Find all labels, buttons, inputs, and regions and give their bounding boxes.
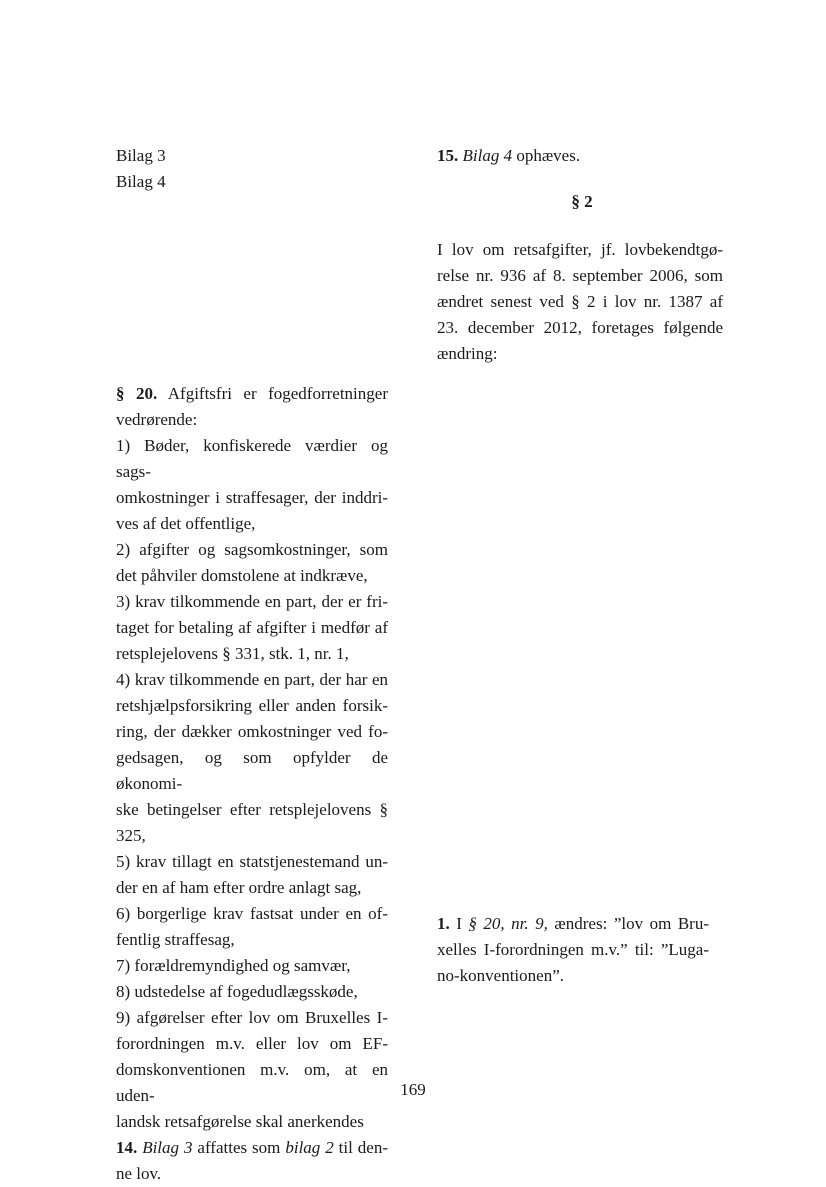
item-14-italic-ref-2: bilag 2 — [285, 1138, 334, 1157]
item-15-paragraph — [437, 143, 727, 169]
item-14-text-end: til den- — [333, 1138, 388, 1157]
paragraph-20-text — [116, 381, 388, 1187]
amendment-text: ændres: ”lov om Bru- — [547, 914, 709, 933]
text-line: 4) krav tilkommende en part, der har en — [116, 670, 388, 689]
text-line: domskonventionen m.v. om, at en uden- — [116, 1060, 388, 1105]
text-line: ring, der dækker omkostninger ved fo- — [116, 722, 388, 741]
intro-line: 23. december 2012, foretages følgende — [437, 318, 723, 337]
text-line: 5) krav tillagt en statstjenestemand un- — [116, 852, 388, 871]
text-line: 325, — [116, 826, 146, 845]
p20-number: § 20. — [116, 384, 158, 403]
item-14-line-2: ne lov. — [116, 1164, 162, 1183]
item-15-italic-ref: Bilag 4 — [462, 146, 513, 165]
text-line: forordningen m.v. eller lov om EF- — [116, 1034, 388, 1053]
text-line: 8) udstedelse af fogedudlægsskøde, — [116, 982, 358, 1001]
label-bilag-4: Bilag 4 — [116, 172, 166, 191]
text-line: 2) afgifter og sagsomkostninger, som — [116, 540, 388, 559]
text-line: ske betingelser efter retsplejelovens § — [116, 800, 388, 819]
text-line: ves af det offentlige, — [116, 514, 256, 533]
intro-line: ændret senest ved § 2 i lov nr. 1387 af — [437, 292, 723, 311]
amendment-line-2: xelles I-forordningen m.v.” til: ”Luga- — [437, 940, 709, 959]
text-line: 9) afgørelser efter lov om Bruxelles I- — [116, 1008, 388, 1027]
amendment-pre: I — [449, 914, 469, 933]
section-2-intro — [437, 237, 723, 367]
amendment-line-3: no-konventionen”. — [437, 966, 564, 985]
amendment-number: 1. — [437, 914, 450, 933]
text-line: 7) forældremyndighed og samvær, — [116, 956, 351, 975]
text-line: retsplejelovens § 331, stk. 1, nr. 1, — [116, 644, 349, 663]
item-14-italic-ref: Bilag 3 — [142, 1138, 193, 1157]
amendment-italic-ref: § 20, nr. 9, — [468, 914, 548, 933]
amendment-1-paragraph — [437, 911, 709, 989]
item-15-text: ophæves. — [512, 146, 581, 165]
text-line: landsk retsafgørelse skal anerkendes — [116, 1112, 364, 1131]
text-line: fentlig straffesag, — [116, 930, 235, 949]
section-2-heading — [437, 189, 727, 215]
text-line: 1) Bøder, konfiskerede værdier og sags- — [116, 436, 388, 481]
text-line: retshjælpsforsikring eller anden forsik- — [116, 696, 388, 715]
text-line: vedrørende: — [116, 410, 198, 429]
item-14-number: 14. — [116, 1138, 138, 1157]
section-2-title: § 2 — [571, 192, 593, 211]
intro-line: ændring: — [437, 344, 498, 363]
item-15-number: 15. — [437, 146, 459, 165]
left-margin-labels — [116, 143, 236, 195]
text-line: der en af ham efter ordre anlagt sag, — [116, 878, 362, 897]
intro-line: relse nr. 936 af 8. september 2006, som — [437, 266, 723, 285]
item-14-line — [116, 1135, 388, 1161]
page-number: 169 — [400, 1080, 426, 1099]
text-line: 3) krav tilkommende en part, der er fri- — [116, 592, 388, 611]
text-line: omkostninger i straffesager, der inddri- — [116, 488, 388, 507]
intro-line: I lov om retsafgifter, jf. lovbekendtgø- — [437, 240, 723, 259]
text-line: 6) borgerlige krav fastsat under en of- — [116, 904, 388, 923]
p20-intro: Afgiftsfri er fogedforretninger — [157, 384, 388, 403]
text-line: gedsagen, og som opfylder de økonomi- — [116, 748, 388, 793]
label-bilag-3: Bilag 3 — [116, 146, 166, 165]
item-14-text: affattes som — [192, 1138, 286, 1157]
text-line: taget for betaling af afgifter i medfør af — [116, 618, 388, 637]
text-line: det påhviler domstolene at indkræve, — [116, 566, 368, 585]
